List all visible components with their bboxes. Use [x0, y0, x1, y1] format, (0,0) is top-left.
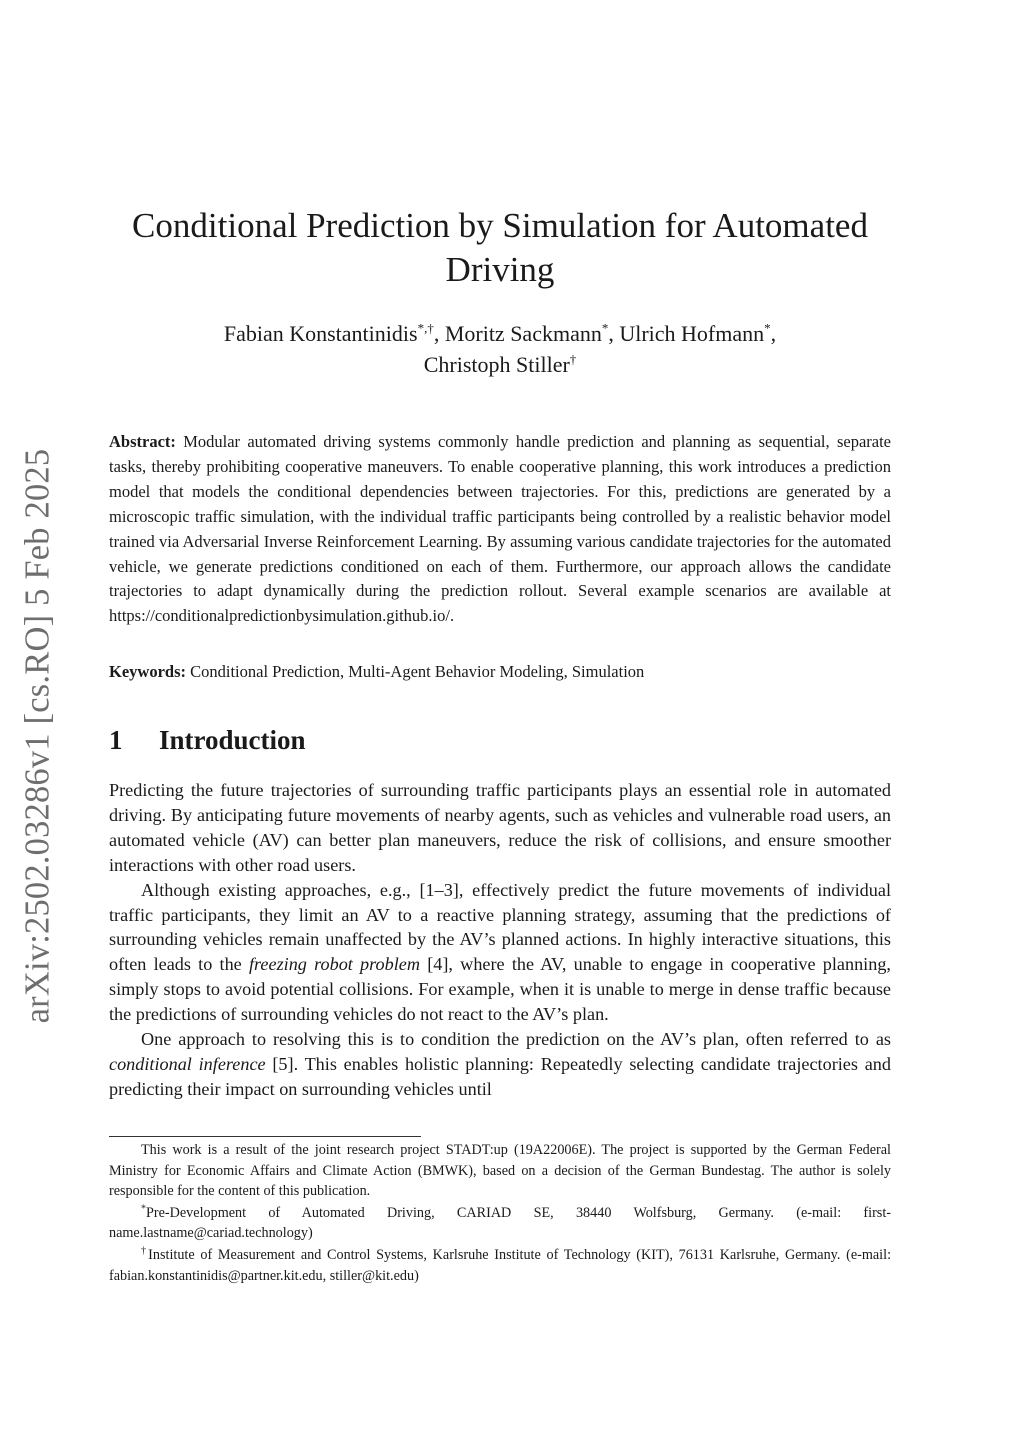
keywords-text: Conditional Prediction, Multi-Agent Behavior Modeling, Simulation [186, 662, 645, 681]
abstract-label: Abstract: [109, 432, 176, 451]
paragraph: Predicting the future trajectories of surrounding traffic participants plays an essential role in automated driving. By anticipating future movements of nearby agents, such as vehicles and vulnerable road users, an automated vehicle (AV) can better plan maneuvers, reduce the risk of collisions, and ensure smoother interactions with other road users. [109, 780, 891, 875]
section-heading [109, 722, 306, 758]
arxiv-sidebar [6, 448, 70, 1024]
footnote-funding: This work is a result of the joint research project STADT:up (19A22006E). The project is supported by the German Federal Ministry for Economic Affairs and Climate Action (BMWK), based on a decision of the German Bundestag. The author is solely responsible for the content of this publication. [109, 1142, 891, 1200]
abstract-text: Modular automated driving systems commonly handle prediction and planning as sequential, separate tasks, thereby prohibiting cooperative maneuvers. To enable cooperative planning, this work introduces a prediction model that models the conditional dependencies between trajectories. For this, predictions are generated by a microscopic traffic simulation, with the individual traffic participants being controlled by a realistic behavior model trained via Adversarial Inverse Reinforcement Learning. By assuming various candidate trajectories for the automated vehicle, we generate predictions conditioned on each of them. Furthermore, our approach allows the candidate trajectories to adapt dynamically during the prediction rollout. Several example scenarios are available at https://conditionalpredictionbysimulation.github.io/. [109, 432, 891, 626]
paragraph-text: [4], where the AV, unable to engage in cooperative planning, simply stops to avoid potential collisions. For example, when it is unable to merge in dense traffic because the predictions of surrounding vehicles do not react to the AV’s plan. [109, 954, 891, 1025]
footnote-text: Institute of Measurement and Control Systems, Karlsruhe Institute of Technology (KIT), 76131 Karlsruhe, Germany. (e-mail: fabian.konstantinidis@partner.kit.edu, stiller@kit.edu) [109, 1246, 892, 1284]
keywords-label: Keywords: [109, 662, 186, 681]
author-name: Ulrich Hofmann [619, 321, 765, 346]
paragraph [109, 1027, 891, 1102]
author-separator: , [608, 321, 620, 346]
paper-title [0, 204, 1000, 292]
author-affiliation-mark: * [764, 320, 771, 336]
keywords [109, 660, 891, 684]
author-list [0, 318, 1000, 380]
paragraph-text: [5]. This enables holistic planning: Repeatedly selecting candidate trajectories and predicting their impact on surrounding vehicles until [109, 1053, 891, 1099]
abstract [109, 430, 891, 629]
arxiv-identifier: arXiv:2502.03286v1 [cs.RO] 5 Feb 2025 [18, 448, 57, 1024]
section-title: Introduction [159, 725, 306, 755]
author-affiliation-mark: † [569, 351, 577, 367]
title-line-2: Driving [445, 250, 555, 289]
author-name: Moritz Sackmann [444, 321, 602, 346]
emphasis-term: freezing robot problem [248, 954, 420, 975]
paragraph-text: One approach to resolving this is to condition the prediction on the AV’s plan, often referred to as [141, 1029, 891, 1050]
footnotes [109, 1140, 891, 1287]
author-affiliation-mark: * [601, 320, 609, 336]
author-separator: , [433, 321, 445, 346]
author-separator: , [770, 321, 777, 346]
author-affiliation-mark: *,† [417, 320, 434, 336]
author-name: Fabian Konstantinidis [223, 321, 418, 346]
footnote-affiliation [109, 1203, 891, 1244]
footnote-mark: * [141, 1203, 146, 1215]
paragraph-text: Although existing approaches, e.g., [1–3], effectively predict the future movements of individual traffic participants, they limit an AV to a reactive planning strategy, assuming that the predictions of surrounding vehicles remain unaffected by the AV’s planned actions. In highly interactive situations, this often leads to the [109, 879, 891, 975]
author-name: Christoph Stiller [423, 352, 570, 377]
title-line-1: Conditional Prediction by Simulation for Automated [132, 206, 868, 245]
footnote-affiliation [109, 1245, 891, 1286]
section-number: 1 [109, 725, 123, 755]
footnote-text: Pre-Development of Automated Driving, CARIAD SE, 38440 Wolfsburg, Germany. (e-mail: first-name.lastname@cariad.technology) [109, 1204, 891, 1242]
footnote-mark: † [141, 1245, 149, 1257]
footnote-divider [109, 1136, 421, 1137]
emphasis-term: conditional inference [109, 1053, 266, 1074]
paragraph [109, 878, 891, 1027]
body-text [109, 778, 891, 1102]
